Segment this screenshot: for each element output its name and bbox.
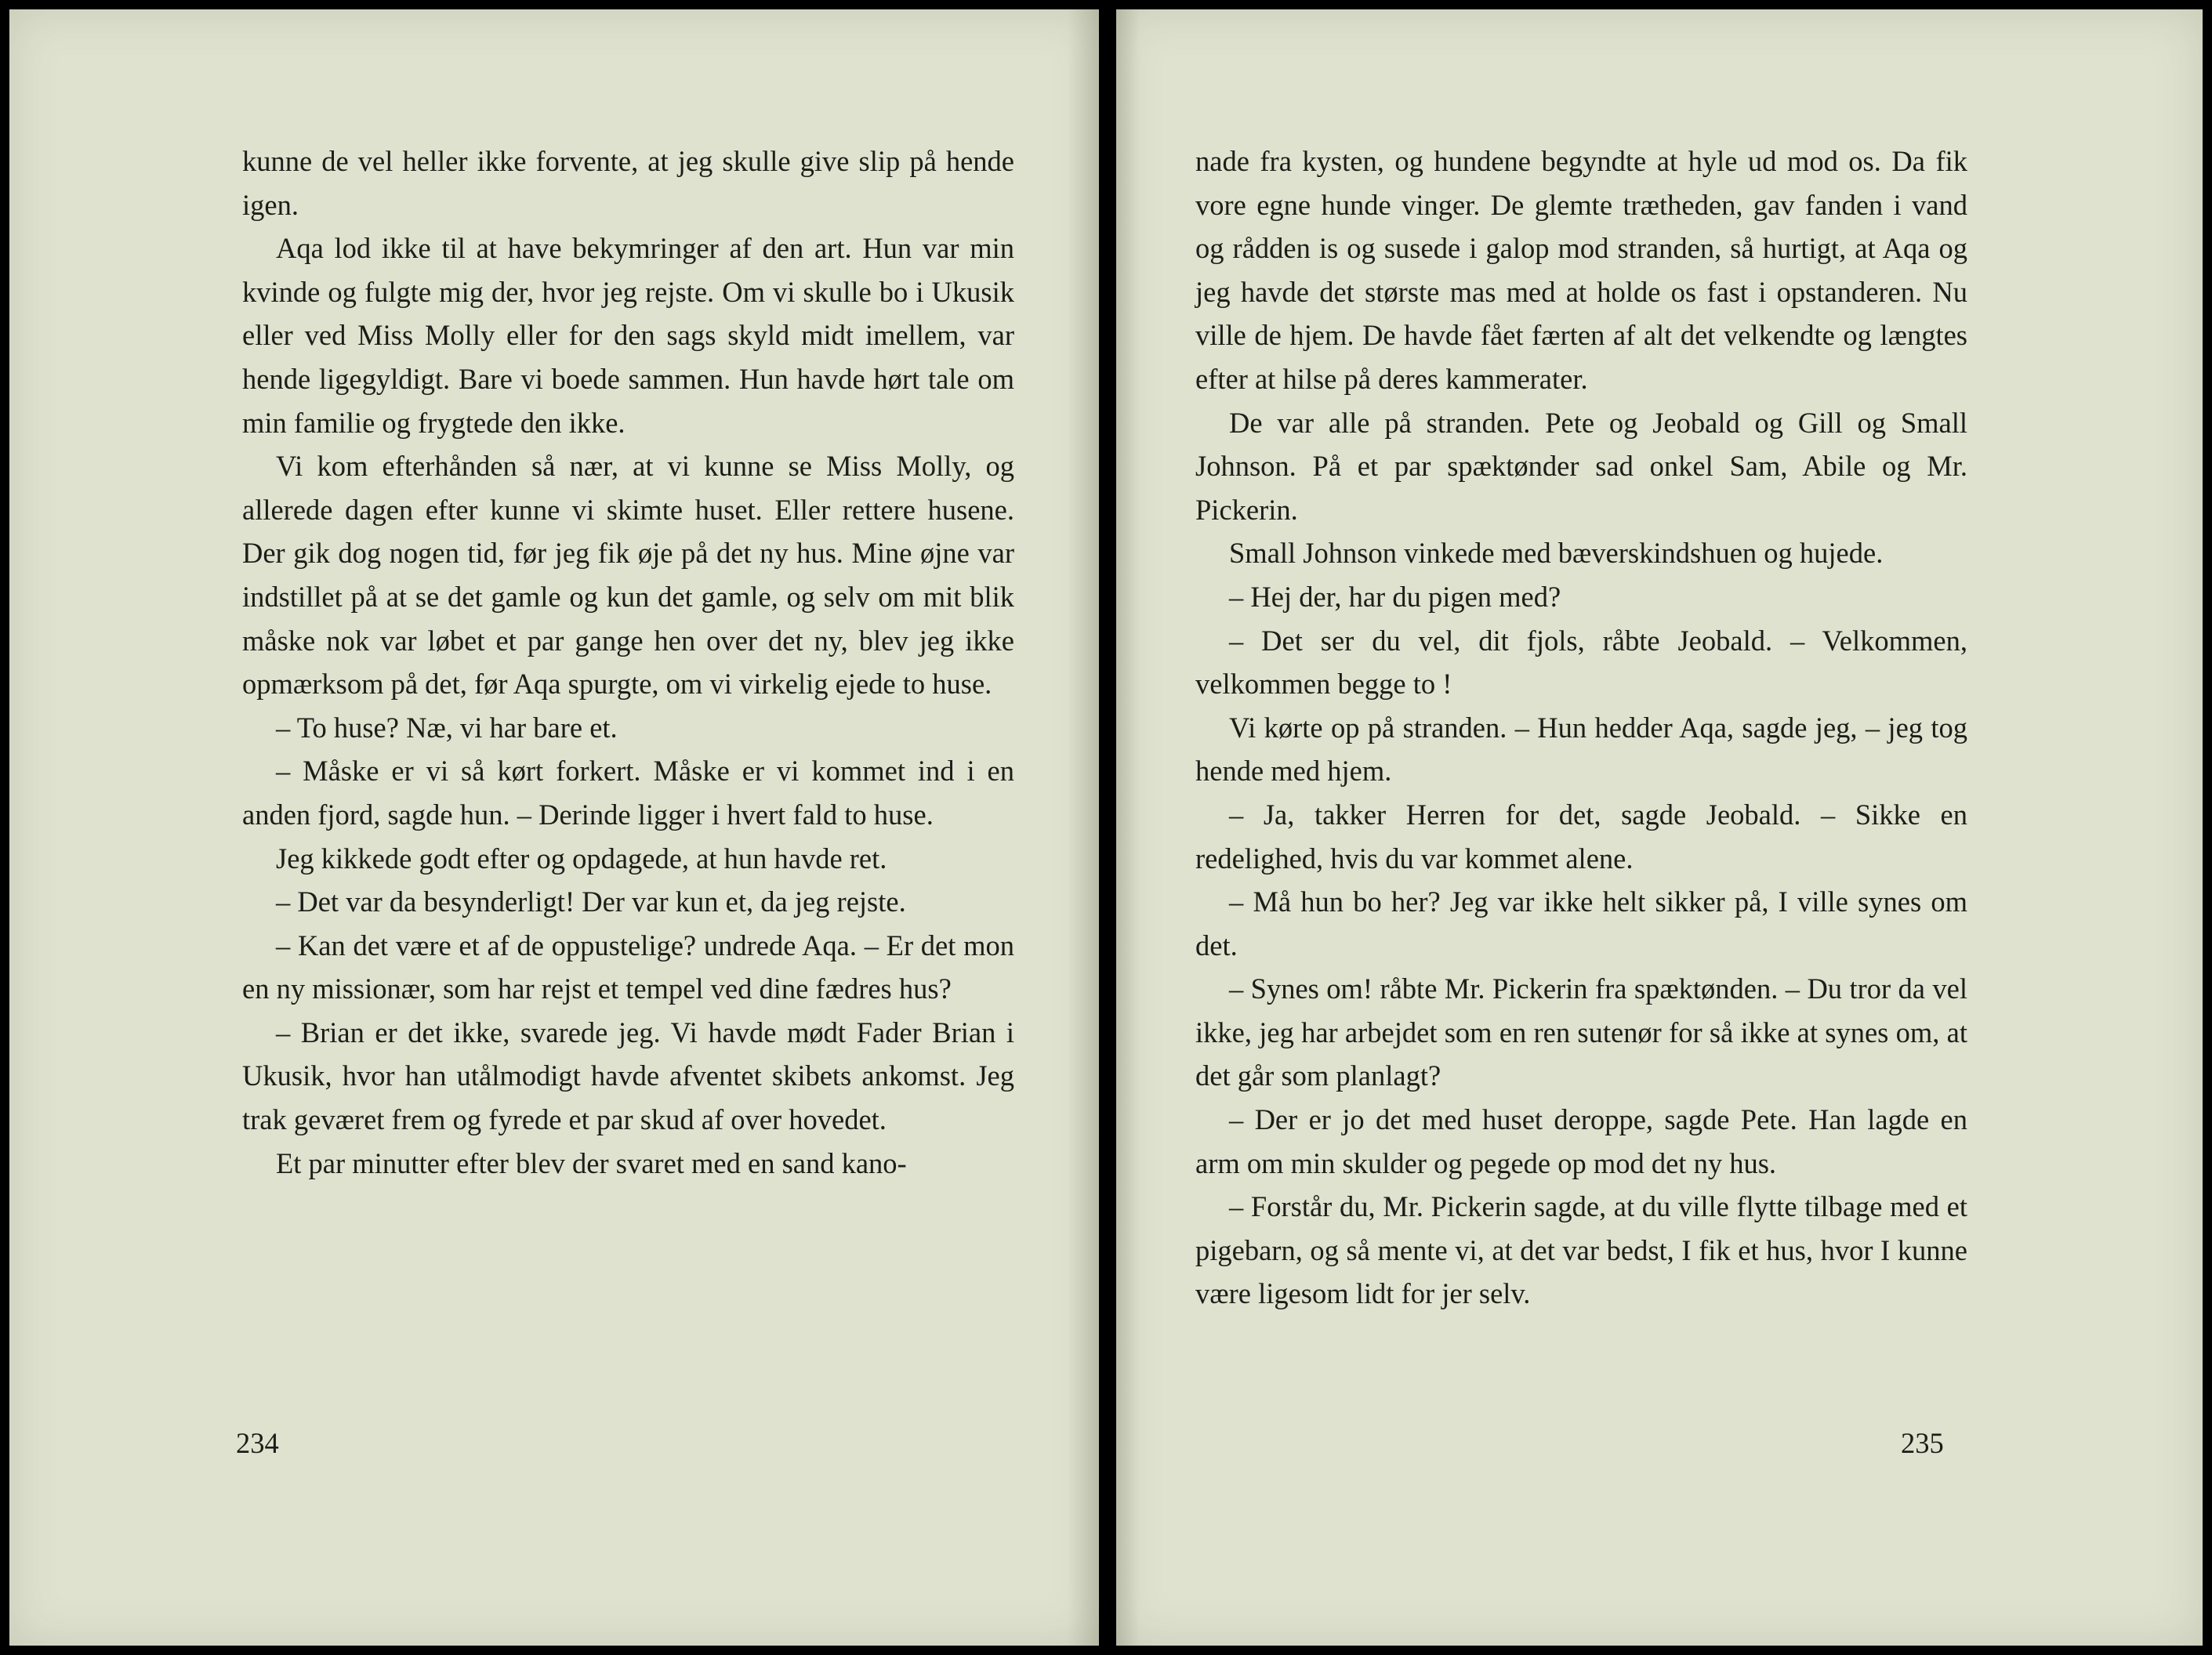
paragraph: – Kan det være et af de oppustelige? undrede Aqa. – Er det mon en ny missionær, som har rejst et tempel ved dine fædres hus? (242, 929, 1014, 1005)
left-page (9, 9, 1099, 1646)
paragraph: – To huse? Næ, vi har bare et. (276, 711, 618, 744)
paragraph: kunne de vel heller ikke forvente, at jeg skulle give slip på hende igen. (242, 145, 1014, 221)
paragraph: Vi kørte op på stranden. – Hun hedder Aqa, sagde jeg, – jeg tog hende med hjem. (1195, 711, 1967, 788)
right-page-text (1195, 139, 1967, 1316)
paragraph: De var alle på stranden. Pete og Jeobald og Gill og Small Johnson. På et par spæktønder sad onkel Sam, Abile og Mr. Pickerin. (1195, 406, 1967, 526)
paragraph: – Det var da besynderligt! Der var kun et, da jeg rejste. (276, 885, 906, 918)
paragraph: – Synes om! råbte Mr. Pickerin fra spæktønden. – Du tror da vel ikke, jeg har arbejdet som en ren sutenør for så ikke at synes om, at det går som planlagt? (1195, 972, 1967, 1092)
gutter-shadow (1068, 9, 1099, 1646)
paragraph: – Måske er vi så kørt forkert. Måske er vi kommet ind i en anden fjord, sagde hun. – Derinde ligger i hvert fald to huse. (242, 755, 1014, 831)
paragraph: – Brian er det ikke, svarede jeg. Vi havde mødt Fader Brian i Ukusik, hvor han utålmodigt havde afventet skibets ankomst. Jeg trak geværet frem og fyrede et par skud af over hovedet. (242, 1016, 1014, 1136)
paragraph: – Ja, takker Herren for det, sagde Jeobald. – Sikke en redelighed, hvis du var kommet alene. (1195, 798, 1967, 875)
paragraph: Jeg kikkede godt efter og opdagede, at hun havde ret. (276, 842, 887, 875)
paragraph: – Forstår du, Mr. Pickerin sagde, at du ville flytte tilbage med et pigebarn, og så mente vi, at det var bedst, I fik et hus, hvor I kunne være ligesom lidt for jer selv. (1195, 1190, 1967, 1310)
paragraph: Aqa lod ikke til at have bekymringer af den art. Hun var min kvinde og fulgte mig der, hvor jeg rejste. Om vi skulle bo i Ukusik eller ved Miss Molly eller for den sags skyld midt imellem, var hende ligegyldigt. Bare vi boede sammen. Hun havde hørt tale om min familie og frygtede den ikke. (242, 232, 1014, 439)
left-page-text (242, 139, 1014, 1185)
paragraph: nade fra kysten, og hundene begyndte at hyle ud mod os. Da fik vore egne hunde vinger. De glemte trætheden, gav fanden i vand og rådden is og susede i galop mod stranden, så hurtigt, at Aqa og jeg havde det største mas med at holde os fast i opstanderen. Nu ville de hjem. De havde fået færten af alt det velkendte og længtes efter at hilse på deres kammerater. (1195, 145, 1967, 395)
gutter-shadow (1116, 9, 1140, 1646)
paragraph: – Der er jo det med huset deroppe, sagde Pete. Han lagde en arm om min skulder og pegede op mod det ny hus. (1195, 1103, 1967, 1179)
paragraph: Et par minutter efter blev der svaret med en sand kano- (276, 1146, 907, 1179)
paragraph: Vi kom efterhånden så nær, at vi kunne se Miss Molly, og allerede dagen efter kunne vi skimte huset. Eller rettere husene. Der gik dog nogen tid, før jeg fik øje på det ny hus. Mine øjne var indstillet på at se det gamle og kun det gamle, og selv om mit blik måske nok var løbet et par gange hen over det ny, blev jeg ikke opmærksom på det, før Aqa spurgte, om vi virkelig ejede to huse. (242, 450, 1014, 701)
page-number: 235 (1901, 1427, 1944, 1459)
paragraph: – Det ser du vel, dit fjols, råbte Jeobald. – Velkommen, velkommen begge to ! (1195, 624, 1967, 701)
page-number: 234 (236, 1427, 279, 1459)
right-page (1116, 9, 2203, 1646)
paragraph: Small Johnson vinkede med bæverskindshuen og hujede. (1229, 537, 1884, 570)
paragraph: – Må hun bo her? Jeg var ikke helt sikker på, I ville synes om det. (1195, 885, 1967, 961)
paragraph: – Hej der, har du pigen med? (1229, 580, 1561, 613)
